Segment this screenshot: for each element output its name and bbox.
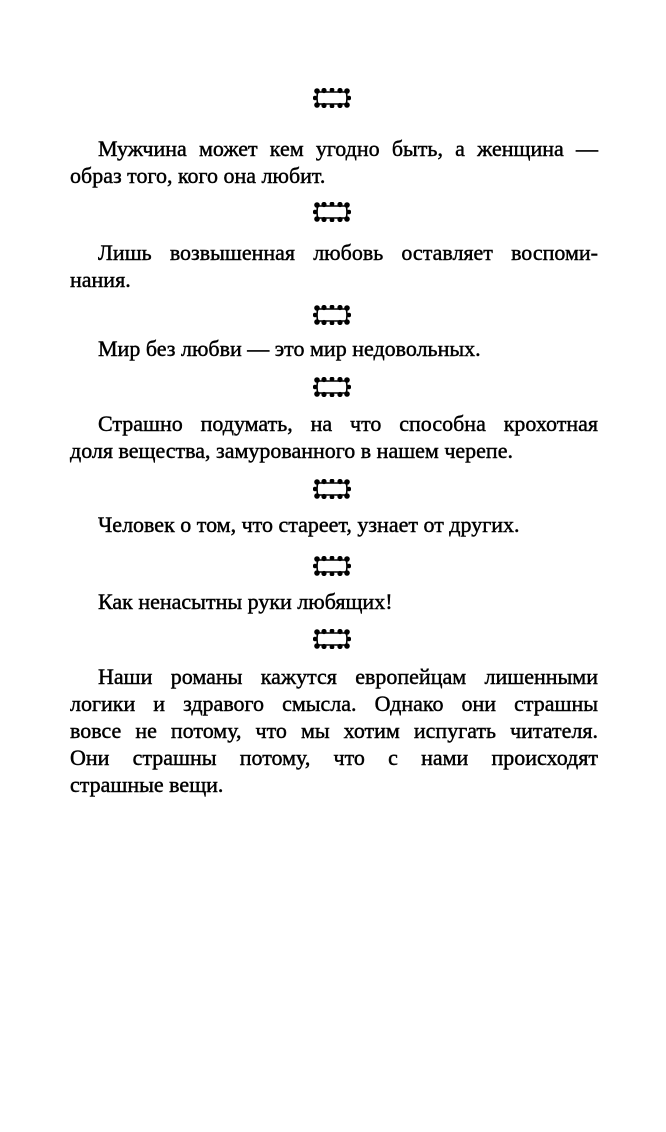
text-line: Страшно подумать, на что способна крохотная [98,411,598,436]
floral-separator-icon [313,88,351,108]
text-line: Человек о том, что стареет, узнает от других. [98,512,520,537]
floral-separator-icon [313,305,351,325]
text-line: логики и здравого смысла. Однако они страшны [70,691,598,716]
quote-paragraph [70,511,598,538]
text-line: Мужчина может кем угодно быть, а женщина — [98,136,598,161]
floral-separator-icon [313,556,351,576]
text-line: Они страшны потому, что с нами происходят [70,745,598,770]
quote-paragraph [70,335,598,362]
text-line: Лишь возвышенная любовь оставляет воспоми- [98,240,598,265]
text-line: Наши романы кажутся европейцам лишенными [98,664,598,689]
text-line: Как ненасытны руки любящих! [98,589,393,614]
floral-separator-icon [313,202,351,222]
quote-paragraph [70,663,598,798]
text-line: доля вещества, замурованного в нашем черепе. [70,438,513,463]
quote-paragraph [70,239,598,293]
quote-paragraph [70,135,598,189]
text-line: страшные вещи. [70,772,224,797]
quote-paragraph [70,588,598,615]
text-line: нания. [70,267,131,292]
quote-paragraph [70,410,598,464]
floral-separator-icon [313,377,351,397]
text-line: образ того, кого она любит. [70,163,326,188]
text-line: вовсе не потому, что мы хотим испугать читателя. [70,718,598,743]
text-line: Мир без любви — это мир недовольных. [98,336,481,361]
floral-separator-icon [313,629,351,649]
floral-separator-icon [313,479,351,499]
